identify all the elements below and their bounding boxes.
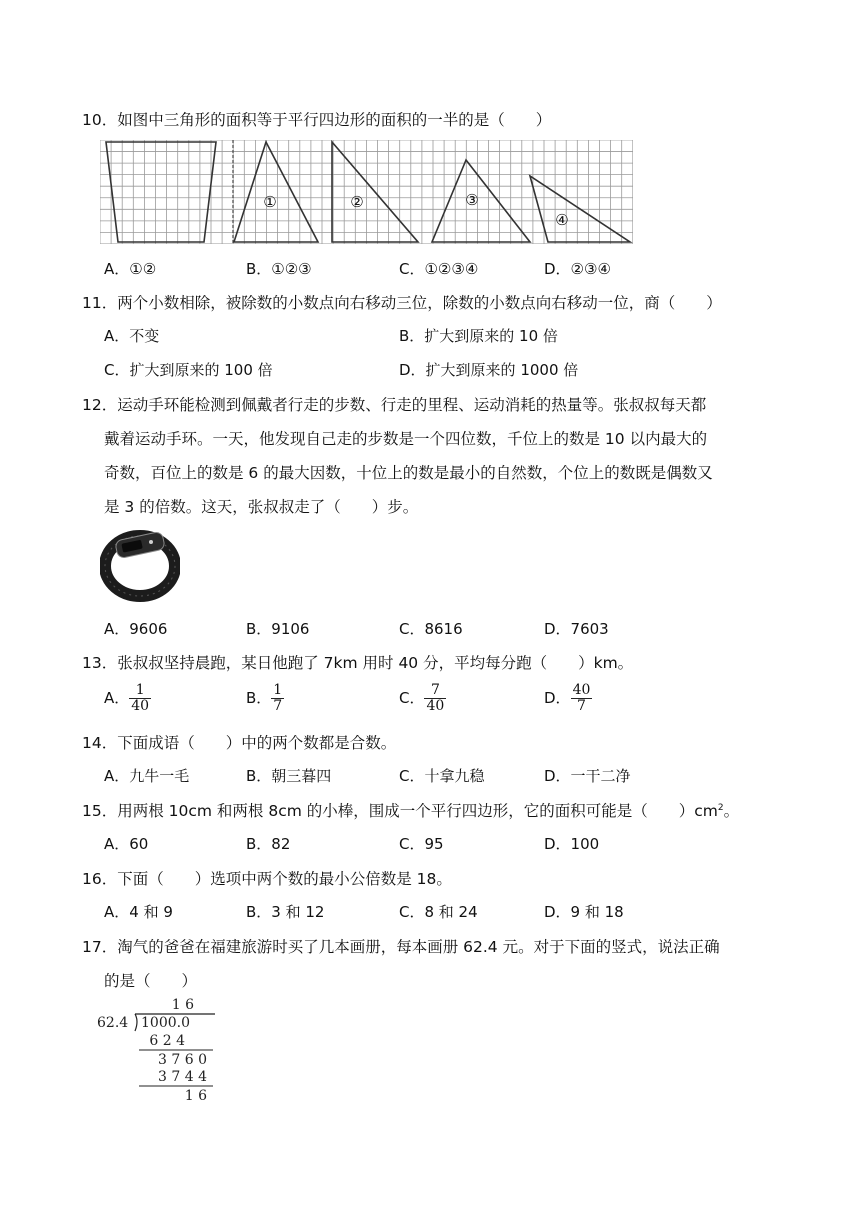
- triangle-1-shape: [234, 142, 318, 242]
- division-step-2: 3 7 6 0: [158, 1052, 207, 1068]
- question-10-grid-figure: [100, 140, 633, 244]
- long-division-figure: [95, 995, 225, 1105]
- q16-option-a[interactable]: A．4 和 9: [104, 903, 173, 921]
- triangle-2-shape: [332, 142, 418, 242]
- q10-option-a[interactable]: A．①②: [104, 260, 157, 278]
- question-12-line-2: 戴着运动手环。一天，他发现自己走的步数是一个四位数，千位上的数是 10 以内最大的: [104, 430, 708, 448]
- q13-option-d-fraction: [571, 683, 593, 714]
- q11-option-a[interactable]: A．不变: [104, 327, 160, 345]
- question-17-line-2: 的是（ ）: [104, 972, 198, 990]
- question-15-text: [82, 799, 739, 821]
- division-divisor: 62.4: [97, 1015, 129, 1031]
- q16-option-b[interactable]: B．3 和 12: [246, 903, 325, 921]
- q10-option-d[interactable]: D．②③④: [544, 260, 611, 278]
- triangle-3-label: ③: [465, 191, 479, 209]
- q12-option-d[interactable]: D．7603: [544, 620, 609, 638]
- fraction-numerator: 1: [129, 683, 151, 699]
- fraction-numerator: 40: [572, 682, 591, 698]
- q11-option-b[interactable]: B．扩大到原来的 10 倍: [399, 327, 558, 345]
- q14-option-c[interactable]: C．十拿九稳: [399, 767, 485, 785]
- division-remainder: 1 6: [184, 1088, 207, 1104]
- fraction-denominator: 7: [273, 698, 283, 714]
- fraction-numerator: 1: [273, 682, 283, 698]
- q13-option-d[interactable]: [544, 683, 592, 714]
- question-12-line-1: 12．运动手环能检测到佩戴者行走的步数、行走的里程、运动消耗的热量等。张叔叔每天都: [82, 396, 707, 414]
- question-12-line-4: 是 3 的倍数。这天，张叔叔走了（ ）步。: [104, 498, 419, 516]
- question-13-text: 13．张叔叔坚持晨跑，某日他跑了 7km 用时 40 分，平均每分跑（ ）km。: [82, 654, 634, 672]
- q12-option-c[interactable]: C．8616: [399, 620, 463, 638]
- q15-option-c[interactable]: C．95: [399, 835, 444, 853]
- fraction-numerator: 7: [424, 683, 446, 699]
- q13-option-a-letter: A．: [104, 689, 130, 707]
- unit-exponent: 2: [717, 802, 724, 813]
- q13-option-b[interactable]: [246, 683, 284, 714]
- question-11-text: 11．两个小数相除，被除数的小数点向右移动三位，除数的小数点向右移动一位，商（ ）: [82, 294, 722, 312]
- division-dividend: 1000.0: [141, 1015, 190, 1031]
- question-14-text: 14．下面成语（ ）中的两个数都是合数。: [82, 734, 397, 752]
- q13-option-a[interactable]: [104, 683, 151, 714]
- question-15-end: 。: [723, 802, 740, 820]
- triangle-1-label: ①: [263, 193, 277, 211]
- triangle-4-label: ④: [555, 211, 569, 229]
- triangle-3-shape: [432, 160, 530, 242]
- q15-option-b[interactable]: B．82: [246, 835, 291, 853]
- q15-option-a[interactable]: A．60: [104, 835, 149, 853]
- question-10-text: 10．如图中三角形的面积等于平行四边形的面积的一半的是（ ）: [82, 111, 552, 129]
- fitness-band-image: [100, 520, 180, 606]
- q14-option-a[interactable]: A．九牛一毛: [104, 767, 190, 785]
- q13-option-c-letter: C．: [399, 689, 425, 707]
- q13-option-b-fraction: [271, 683, 284, 714]
- fraction-denominator: 40: [131, 698, 150, 714]
- q10-option-c[interactable]: C．①②③④: [399, 260, 479, 278]
- q13-option-b-letter: B．: [246, 689, 272, 707]
- question-16-text: 16．下面（ ）选项中两个数的最小公倍数是 18。: [82, 870, 452, 888]
- q14-option-b[interactable]: B．朝三暮四: [246, 767, 332, 785]
- q14-option-d[interactable]: D．一干二净: [544, 767, 631, 785]
- q11-option-c[interactable]: C．扩大到原来的 100 倍: [104, 361, 273, 379]
- division-step-1: 6 2 4: [149, 1033, 185, 1049]
- q11-option-d[interactable]: D．扩大到原来的 1000 倍: [399, 361, 579, 379]
- division-step-3: 3 7 4 4: [158, 1069, 207, 1085]
- question-15-body: 15．用两根 10cm 和两根 8cm 的小棒，围成一个平行四边形，它的面积可能是（ ）cm: [82, 802, 718, 820]
- q16-option-d[interactable]: D．9 和 18: [544, 903, 624, 921]
- fraction-denominator: 40: [426, 698, 445, 714]
- question-12-line-3: 奇数，百位上的数是 6 的最大因数，十位上的数是最小的自然数，个位上的数既是偶数又: [104, 464, 713, 482]
- division-quotient: 1 6: [171, 997, 194, 1013]
- q13-option-a-fraction: [129, 683, 151, 714]
- q13-option-c-fraction: [424, 683, 446, 714]
- q12-option-a[interactable]: A．9606: [104, 620, 168, 638]
- fraction-denominator: 7: [577, 698, 586, 714]
- q10-option-b[interactable]: B．①②③: [246, 260, 312, 278]
- q16-option-c[interactable]: C．8 和 24: [399, 903, 478, 921]
- triangle-2-label: ②: [350, 193, 364, 211]
- q12-option-b[interactable]: B．9106: [246, 620, 310, 638]
- q15-option-d[interactable]: D．100: [544, 835, 600, 853]
- q13-option-d-letter: D．: [544, 689, 571, 707]
- question-17-line-1: 17．淘气的爸爸在福建旅游时买了几本画册，每本画册 62.4 元。对于下面的竖式，说法正确: [82, 938, 720, 956]
- q13-option-c[interactable]: [399, 683, 446, 714]
